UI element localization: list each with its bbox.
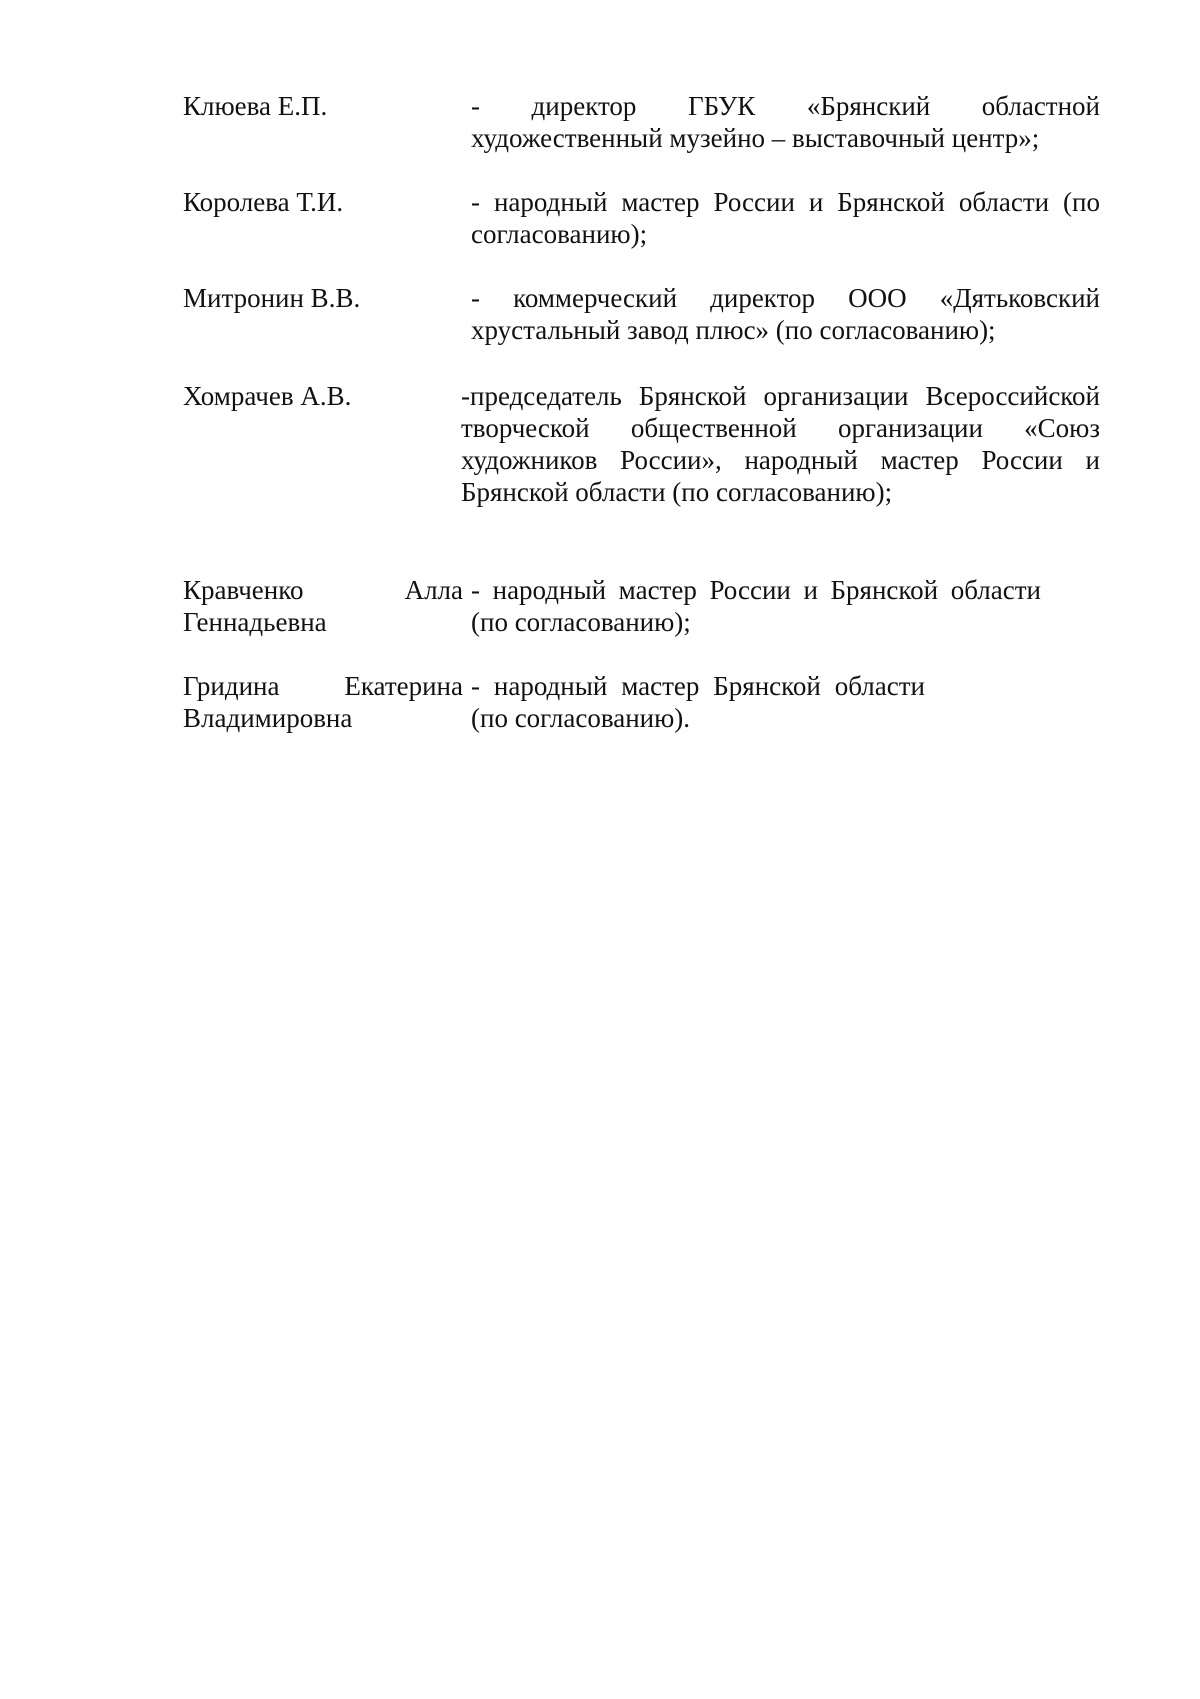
member-entry	[183, 670, 1100, 734]
member-entry	[183, 90, 1100, 154]
member-name: Хомрачев А.В.	[183, 381, 352, 411]
member-name: Королева Т.И.	[183, 187, 344, 217]
member-role: - народный мастер Брянской области (по согласованию).	[471, 671, 925, 733]
member-role: -председатель Брянской организации Всероссийской творческой общественной организации «Союз художников России», народный мастер России и Брянской области (по согласованию);	[461, 381, 1100, 507]
member-entry	[183, 380, 1100, 508]
member-role: - коммерческий директор ООО «Дятьковский хрустальный завод плюс» (по согласованию);	[471, 283, 1100, 345]
member-entry	[183, 186, 1100, 250]
member-role: - народный мастер России и Брянской области (по согласованию);	[471, 187, 1100, 249]
member-name: Гридина Екатерина Владимировна	[183, 671, 463, 733]
member-name: Клюева Е.П.	[183, 91, 328, 121]
member-name: Митронин В.В.	[183, 283, 361, 313]
member-role: - директор ГБУК «Брянский областной художественный музейно – выставочный центр»;	[471, 91, 1100, 153]
member-name: Кравченко Алла Геннадьевна	[183, 575, 463, 637]
member-role: - народный мастер России и Брянской области (по согласованию);	[471, 575, 1041, 637]
member-entry	[183, 282, 1100, 346]
member-entry	[183, 574, 1100, 638]
